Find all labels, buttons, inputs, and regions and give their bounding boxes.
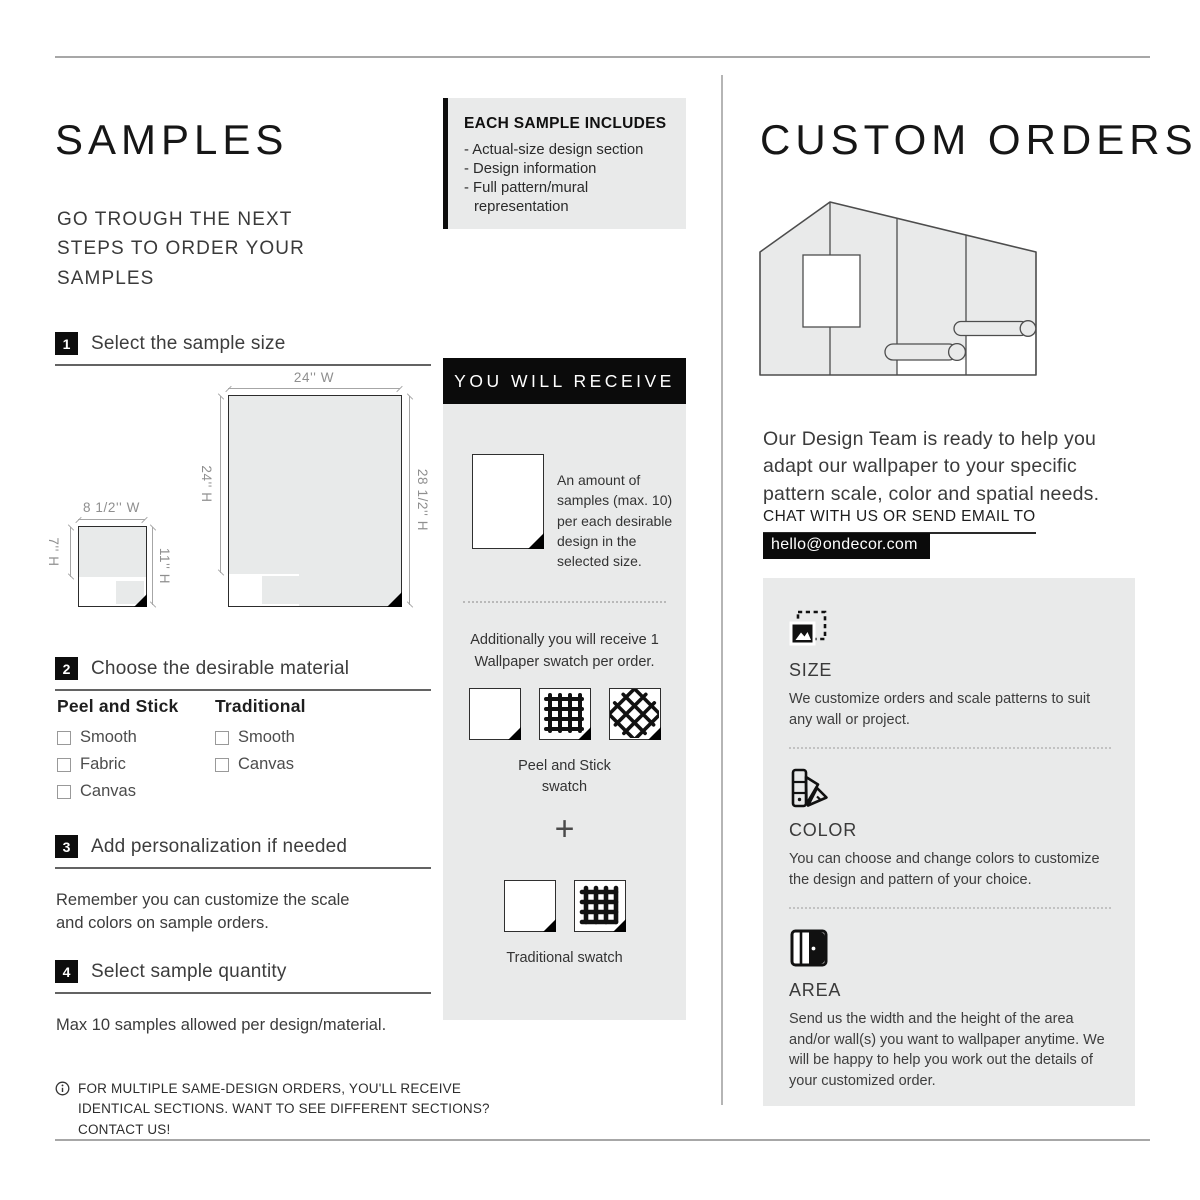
info-icon [55, 1081, 70, 1096]
wallpaper-roll-lower [885, 344, 965, 361]
grid-swatch-icon [574, 880, 626, 932]
dim-label-small-left: 7'' H [46, 537, 61, 567]
folded-corner [543, 919, 556, 932]
dim-line-large-right [409, 396, 410, 605]
traditional-swatch-caption: Traditional swatch [506, 950, 623, 966]
feature-title-area: AREA [789, 980, 842, 1001]
step-3-text: Remember you can customize the scale and colors on sample orders. [56, 890, 350, 932]
option-label: Smooth [80, 728, 137, 746]
feature-title-color: COLOR [789, 820, 858, 841]
image-resize-icon [789, 608, 829, 648]
dim-line-large-width [228, 388, 400, 389]
folded-corner [613, 919, 626, 932]
step-3-title: Add personalization if needed [91, 835, 348, 857]
column-divider [721, 75, 723, 1105]
samples-subtitle: GO TROUGH THE NEXT STEPS TO ORDER YOUR SAMPLES [57, 209, 305, 289]
option-label: Canvas [238, 755, 294, 773]
step-2-number: 2 [55, 657, 78, 680]
feature-title-size: SIZE [789, 660, 833, 680]
step-4-number: 4 [55, 960, 78, 983]
wall-door-icon [789, 928, 829, 968]
checkbox[interactable] [57, 731, 71, 745]
pattern-thumbnail [262, 576, 299, 604]
crosshatch-swatch-icon [609, 688, 661, 740]
custom-intro-text: Our Design Team is ready to help you adapt our wallpaper to your specific pattern scale, color and spatial needs. [763, 427, 1100, 506]
design-section-area [79, 527, 146, 577]
dotted-separator [463, 601, 666, 603]
step-4-title: Select sample quantity [91, 960, 287, 982]
option-trad-smooth [215, 728, 306, 747]
dotted-separator [789, 907, 1111, 909]
step-1-header [55, 332, 431, 366]
custom-orders-title: CUSTOM ORDERS [760, 116, 1198, 164]
footnote-text: FOR MULTIPLE SAME-DESIGN ORDERS, YOU'LL RECEIVE IDENTICAL SECTIONS. WANT TO SEE DIFFERENT SECTIONS? CONTACT US! [78, 1081, 490, 1137]
receive-additional-text: Additionally you will receive 1 Wallpaper swatch per order. [470, 632, 659, 670]
dim-label-large-right: 28 1/2'' H [415, 468, 430, 532]
blank-swatch-icon [504, 880, 556, 932]
feature-text-area: Send us the width and the height of the area and/or wall(s) you want to wallpaper anytime. We will be happy to help you work out the details of your customized order. [789, 1011, 1105, 1090]
folded-corner [648, 727, 661, 740]
option-peel-fabric [57, 755, 178, 774]
includes-item: - Actual-size design section [464, 141, 675, 160]
step-1-title: Select the sample size [91, 332, 286, 354]
dim-line-large-left [220, 396, 221, 573]
email-badge[interactable]: hello@ondecor.com [763, 533, 930, 559]
step-3-number: 3 [55, 835, 78, 858]
dim-line-small-right [152, 527, 153, 605]
dim-label-large-left: 24'' H [199, 465, 214, 503]
custom-features-panel [763, 578, 1135, 1106]
checkbox[interactable] [215, 758, 229, 772]
color-swatchbook-icon [789, 768, 829, 808]
step-4-header [55, 960, 431, 994]
dim-line-small-left [70, 527, 71, 577]
option-peel-smooth [57, 728, 178, 747]
step-4-text: Max 10 samples allowed per design/material. [56, 1015, 387, 1034]
dim-label-small-right: 11'' H [157, 547, 172, 585]
sample-diagram-small [78, 526, 147, 607]
footnote [55, 1079, 533, 1140]
checkbox[interactable] [57, 785, 71, 799]
folded-corner [387, 592, 402, 607]
checkbox[interactable] [57, 758, 71, 772]
option-peel-canvas [57, 782, 178, 801]
samples-title: SAMPLES [55, 116, 289, 164]
option-label: Fabric [80, 755, 126, 773]
plus-sign: + [554, 810, 575, 848]
option-label: Smooth [238, 728, 295, 746]
step-1-number: 1 [55, 332, 78, 355]
feature-text-size: We customize orders and scale patterns to suit any wall or project. [789, 691, 1091, 728]
peel-swatch-row [443, 688, 686, 740]
traditional-swatch-row [443, 880, 686, 932]
peel-swatch-caption: Peel and Stick swatch [518, 758, 611, 796]
includes-item: - Design information [464, 160, 675, 179]
includes-item: - Full pattern/mural representation [464, 179, 675, 217]
folded-corner [578, 727, 591, 740]
material-title-traditional: Traditional [215, 696, 306, 716]
house-wallpaper-illustration [758, 197, 1043, 382]
option-trad-canvas [215, 755, 306, 774]
blank-swatch-icon [469, 688, 521, 740]
folded-corner [508, 727, 521, 740]
traditional-column [215, 696, 306, 782]
step-2-header [55, 657, 431, 691]
receive-samples-text: An amount of samples (max. 10) per each desirable design in the selected size. [557, 472, 673, 570]
feature-text-color: You can choose and change colors to customize the design and pattern of your choice. [789, 851, 1100, 888]
chat-label: CHAT WITH US OR SEND EMAIL TO [763, 508, 1036, 534]
option-label: Canvas [80, 782, 136, 800]
step-3-header [55, 835, 431, 869]
each-sample-includes-box [443, 98, 686, 229]
step-2-title: Choose the desirable material [91, 657, 350, 679]
wallpaper-roll-upper [954, 321, 1036, 337]
checkbox[interactable] [215, 731, 229, 745]
dim-line-small-width [78, 519, 145, 520]
dim-label-small-width: 8 1/2'' W [82, 500, 141, 515]
top-divider [55, 56, 1150, 58]
peel-and-stick-column [57, 696, 178, 809]
you-will-receive-header: YOU WILL RECEIVE [443, 358, 686, 404]
folded-corner [528, 533, 544, 549]
grid-swatch-icon [539, 688, 591, 740]
material-title-peel: Peel and Stick [57, 696, 179, 716]
folded-corner [134, 594, 147, 607]
sample-diagram-large [228, 395, 402, 607]
dim-label-large-width: 24'' W [293, 370, 335, 385]
you-will-receive-panel [443, 404, 686, 1020]
dotted-separator [789, 747, 1111, 749]
includes-title: EACH SAMPLE INCLUDES [464, 115, 667, 132]
sample-sheet-icon [472, 454, 544, 549]
